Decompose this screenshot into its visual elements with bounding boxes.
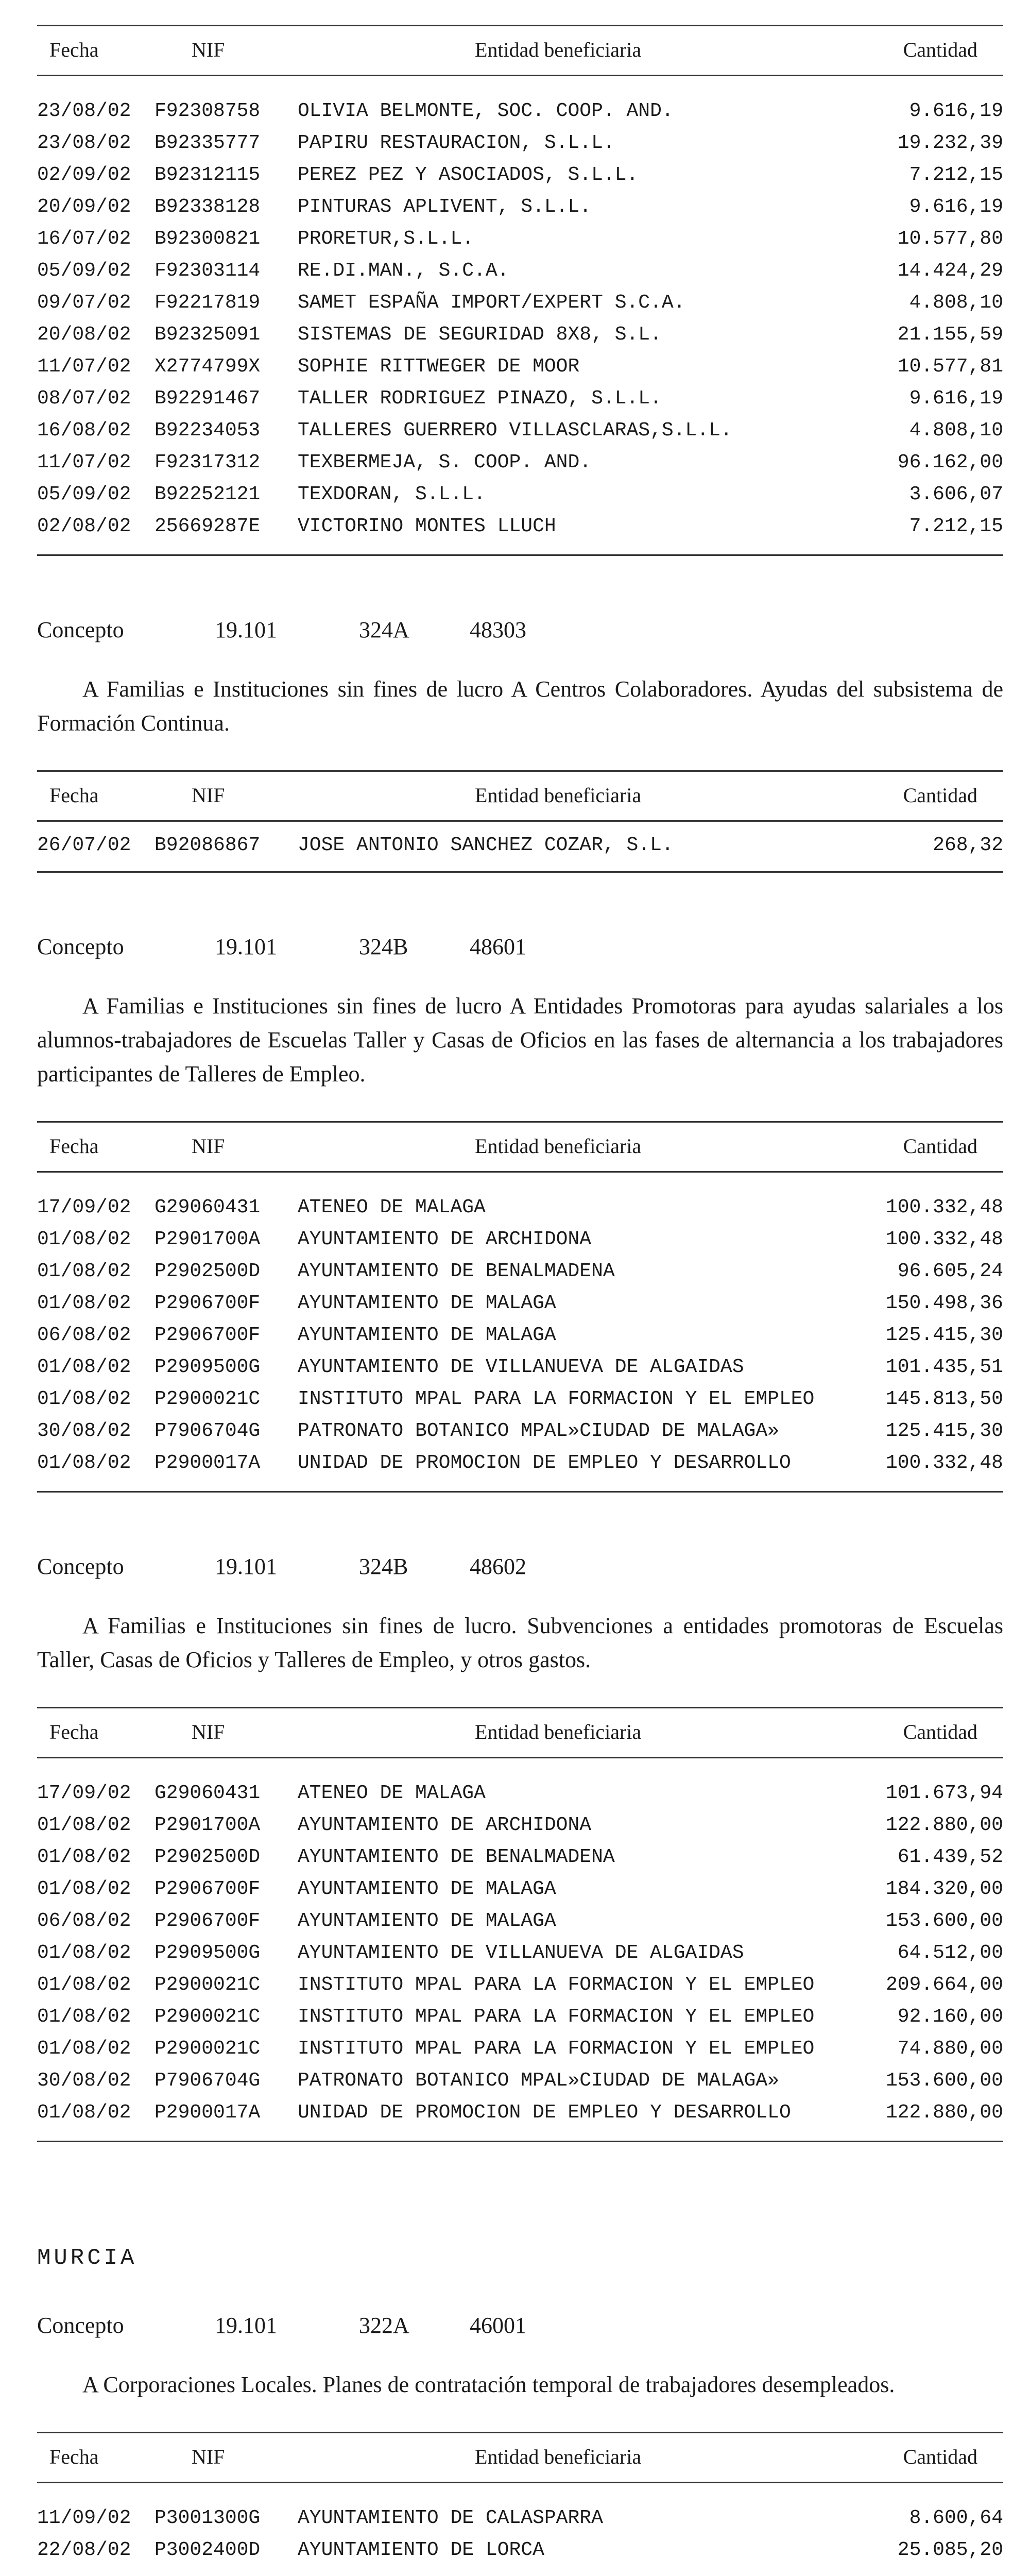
cell-nif: F92303114 xyxy=(154,260,261,282)
cell-fecha: 01/08/02 xyxy=(37,2102,131,2124)
table-row xyxy=(37,1289,1003,1321)
cell-nif: F92217819 xyxy=(154,292,261,314)
table-header xyxy=(37,1123,1003,1173)
table-row xyxy=(37,129,1003,161)
cell-entidad: SOPHIE RITTWEGER DE MOOR xyxy=(298,355,580,378)
concepto-code: 19.101 xyxy=(215,2313,277,2338)
cell-fecha: 30/08/02 xyxy=(37,2070,131,2092)
cell-nif: P2909500G xyxy=(154,1356,261,1378)
cell-nif: 25669287E xyxy=(154,515,261,537)
table-row xyxy=(37,1225,1003,1257)
concepto-description: A Corporaciones Locales. Planes de contratación temporal de trabajadores desempleados. xyxy=(82,2372,895,2397)
cell-cantidad: 153.600,00 xyxy=(885,1910,1003,1932)
table-row xyxy=(37,2003,1003,2035)
table-row xyxy=(37,1193,1003,1225)
header-cantidad: Cantidad xyxy=(903,38,977,61)
concepto-programa: 322A xyxy=(359,2313,409,2338)
cell-fecha: 02/09/02 xyxy=(37,164,131,186)
table-row xyxy=(37,1257,1003,1289)
concepto-label: Concepto xyxy=(37,617,124,642)
cell-entidad: AYUNTAMIENTO DE MALAGA xyxy=(298,1910,556,1932)
concepto-programa: 324B xyxy=(359,1554,408,1579)
cell-cantidad: 9.616,19 xyxy=(909,387,1003,410)
cell-cantidad: 100.332,48 xyxy=(885,1196,1003,1218)
cell-nif: G29060431 xyxy=(154,1196,261,1218)
table-row xyxy=(37,1449,1003,1481)
table-body xyxy=(37,1758,1003,2141)
cell-entidad: AYUNTAMIENTO DE MALAGA xyxy=(298,1324,556,1346)
cell-nif: B92086867 xyxy=(154,834,261,856)
cell-nif: P2900017A xyxy=(154,2102,261,2124)
cell-entidad: AYUNTAMIENTO DE LORCA xyxy=(298,2539,544,2561)
concepto-subconcepto: 46001 xyxy=(470,2313,526,2338)
cell-cantidad: 4.808,10 xyxy=(909,419,1003,442)
cell-entidad: UNIDAD DE PROMOCION DE EMPLEO Y DESARROLLO xyxy=(298,2102,791,2124)
cell-nif: F92308758 xyxy=(154,100,261,122)
cell-entidad: TALLERES GUERRERO VILLASCLARAS,S.L.L. xyxy=(298,419,732,442)
header-nif: NIF xyxy=(192,38,225,61)
cell-entidad: SISTEMAS DE SEGURIDAD 8X8, S.L. xyxy=(298,324,662,346)
table-row xyxy=(37,1939,1003,1971)
cell-cantidad: 145.813,50 xyxy=(885,1388,1003,1410)
cell-cantidad: 74.880,00 xyxy=(897,2038,1003,2060)
cell-entidad: TALLER RODRIGUEZ PINAZO, S.L.L. xyxy=(298,387,662,410)
cell-fecha: 05/09/02 xyxy=(37,260,131,282)
table-row xyxy=(37,1417,1003,1449)
concepto-code: 19.101 xyxy=(215,1554,277,1579)
cell-nif: P2901700A xyxy=(154,1228,261,1250)
cell-entidad: UNIDAD DE PROMOCION DE EMPLEO Y DESARROLLO xyxy=(298,1452,791,1474)
cell-entidad: INSTITUTO MPAL PARA LA FORMACION Y EL EMPLEO xyxy=(298,2006,815,2028)
header-fecha: Fecha xyxy=(49,1720,99,1743)
concepto-subconcepto: 48601 xyxy=(470,934,526,959)
document-page xyxy=(37,0,1003,2576)
table-row xyxy=(37,257,1003,289)
concepto-code: 19.101 xyxy=(215,934,277,959)
cell-cantidad: 10.577,80 xyxy=(897,228,1003,250)
cell-fecha: 11/07/02 xyxy=(37,355,131,378)
concepto-line xyxy=(37,2312,1003,2343)
cell-fecha: 01/08/02 xyxy=(37,2006,131,2028)
cell-nif: P2900021C xyxy=(154,1974,261,1996)
cell-nif: P7906704G xyxy=(154,1420,261,1442)
cell-fecha: 16/08/02 xyxy=(37,419,131,442)
cell-fecha: 23/08/02 xyxy=(37,100,131,122)
table-row xyxy=(37,2098,1003,2130)
table-row xyxy=(37,1385,1003,1417)
table-row xyxy=(37,1875,1003,1907)
header-entidad: Entidad beneficiaria xyxy=(475,1134,642,1158)
table-row xyxy=(37,97,1003,129)
cell-fecha: 16/07/02 xyxy=(37,228,131,250)
table-row xyxy=(37,161,1003,193)
cell-fecha: 30/08/02 xyxy=(37,1420,131,1442)
cell-entidad: AYUNTAMIENTO DE BENALMADENA xyxy=(298,1846,615,1868)
cell-cantidad: 8.600,64 xyxy=(909,2507,1003,2529)
cell-nif: P3001300G xyxy=(154,2507,261,2529)
cell-entidad: AYUNTAMIENTO DE MALAGA xyxy=(298,1878,556,1900)
table-header xyxy=(37,2433,1003,2483)
cell-entidad: AYUNTAMIENTO DE VILLANUEVA DE ALGAIDAS xyxy=(298,1942,744,1964)
table-header xyxy=(37,772,1003,822)
table-header xyxy=(37,1708,1003,1758)
beneficiaries-table xyxy=(37,25,1003,556)
cell-cantidad: 101.673,94 xyxy=(885,1782,1003,1804)
header-entidad: Entidad beneficiaria xyxy=(475,1720,642,1743)
cell-entidad: AYUNTAMIENTO DE ARCHIDONA xyxy=(298,1228,592,1250)
table-row xyxy=(37,416,1003,448)
cell-entidad: TEXBERMEJA, S. COOP. AND. xyxy=(298,451,592,473)
cell-entidad: PRORETUR,S.L.L. xyxy=(298,228,474,250)
cell-fecha: 01/08/02 xyxy=(37,1846,131,1868)
header-cantidad: Cantidad xyxy=(903,1134,977,1158)
cell-nif: B92300821 xyxy=(154,228,261,250)
cell-nif: P3002400D xyxy=(154,2539,261,2561)
table-row xyxy=(37,1907,1003,1939)
table-row xyxy=(37,289,1003,320)
cell-cantidad: 209.664,00 xyxy=(885,1974,1003,1996)
cell-nif: F92317312 xyxy=(154,451,261,473)
cell-fecha: 01/08/02 xyxy=(37,1260,131,1282)
cell-nif: P2900017A xyxy=(154,1452,261,1474)
cell-nif: P2909500G xyxy=(154,1942,261,1964)
table-row xyxy=(37,1811,1003,1843)
cell-fecha: 11/09/02 xyxy=(37,2507,131,2529)
table-row xyxy=(37,512,1003,544)
cell-fecha: 01/08/02 xyxy=(37,1814,131,1836)
table-row xyxy=(37,193,1003,225)
cell-cantidad: 150.498,36 xyxy=(885,1292,1003,1314)
cell-nif: P2906700F xyxy=(154,1878,261,1900)
cell-entidad: ATENEO DE MALAGA xyxy=(298,1196,486,1218)
cell-cantidad: 125.415,30 xyxy=(885,1420,1003,1442)
cell-cantidad: 96.605,24 xyxy=(897,1260,1003,1282)
cell-fecha: 23/08/02 xyxy=(37,132,131,154)
cell-entidad: RE.DI.MAN., S.C.A. xyxy=(298,260,509,282)
header-entidad: Entidad beneficiaria xyxy=(475,784,642,807)
cell-nif: G29060431 xyxy=(154,1782,261,1804)
header-fecha: Fecha xyxy=(49,784,99,807)
cell-nif: P2906700F xyxy=(154,1324,261,1346)
cell-cantidad: 21.155,59 xyxy=(897,324,1003,346)
header-entidad: Entidad beneficiaria xyxy=(475,2445,642,2468)
cell-cantidad: 7.212,15 xyxy=(909,164,1003,186)
beneficiaries-table xyxy=(37,1707,1003,2142)
concepto-description: A Familias e Instituciones sin fines de lucro A Entidades Promotoras para ayudas salariales a los alumnos-trabajadores de Escuelas Taller y Casas de Oficios en las fases de alternancia a los trabajadores participantes de Talleres de Empleo. xyxy=(37,993,1003,1087)
cell-fecha: 01/08/02 xyxy=(37,1942,131,1964)
cell-fecha: 08/07/02 xyxy=(37,387,131,410)
cell-cantidad: 101.435,51 xyxy=(885,1356,1003,1378)
header-cantidad: Cantidad xyxy=(903,2445,977,2468)
cell-cantidad: 9.616,19 xyxy=(909,196,1003,218)
cell-nif: B92325091 xyxy=(154,324,261,346)
beneficiaries-table xyxy=(37,2432,1003,2576)
cell-nif: B92252121 xyxy=(154,483,261,505)
cell-entidad: OLIVIA BELMONTE, SOC. COOP. AND. xyxy=(298,100,674,122)
cell-cantidad: 122.880,00 xyxy=(885,1814,1003,1836)
cell-cantidad: 100.332,48 xyxy=(885,1228,1003,1250)
cell-entidad: ATENEO DE MALAGA xyxy=(298,1782,486,1804)
cell-fecha: 17/09/02 xyxy=(37,1782,131,1804)
header-nif: NIF xyxy=(192,1720,225,1743)
cell-cantidad: 96.162,00 xyxy=(897,451,1003,473)
concepto-code: 19.101 xyxy=(215,617,277,642)
cell-fecha: 01/08/02 xyxy=(37,2038,131,2060)
table-row xyxy=(37,384,1003,416)
cell-cantidad: 92.160,00 xyxy=(897,2006,1003,2028)
concepto-subconcepto: 48303 xyxy=(470,617,526,642)
cell-cantidad: 153.600,00 xyxy=(885,2070,1003,2092)
cell-fecha: 06/08/02 xyxy=(37,1910,131,1932)
table-header xyxy=(37,26,1003,76)
cell-entidad: AYUNTAMIENTO DE BENALMADENA xyxy=(298,1260,615,1282)
cell-fecha: 11/07/02 xyxy=(37,451,131,473)
concepto-subconcepto: 48602 xyxy=(470,1554,526,1579)
cell-fecha: 26/07/02 xyxy=(37,834,131,856)
cell-nif: B92312115 xyxy=(154,164,261,186)
cell-fecha: 01/08/02 xyxy=(37,1228,131,1250)
cell-nif: B92234053 xyxy=(154,419,261,442)
header-nif: NIF xyxy=(192,2445,225,2468)
cell-entidad: AYUNTAMIENTO DE CALASPARRA xyxy=(298,2507,603,2529)
cell-fecha: 01/08/02 xyxy=(37,1292,131,1314)
cell-nif: P2900021C xyxy=(154,2006,261,2028)
header-cantidad: Cantidad xyxy=(903,784,977,807)
table-row xyxy=(37,1353,1003,1385)
cell-cantidad: 100.332,48 xyxy=(885,1452,1003,1474)
cell-cantidad: 268,32 xyxy=(933,834,1003,856)
cell-entidad: AYUNTAMIENTO DE MALAGA xyxy=(298,1292,556,1314)
cell-entidad: INSTITUTO MPAL PARA LA FORMACION Y EL EMPLEO xyxy=(298,1974,815,1996)
cell-fecha: 01/08/02 xyxy=(37,1878,131,1900)
concepto-line xyxy=(37,1553,1003,1584)
table-body xyxy=(37,2483,1003,2576)
table-row xyxy=(37,352,1003,384)
cell-fecha: 20/08/02 xyxy=(37,324,131,346)
cell-entidad: INSTITUTO MPAL PARA LA FORMACION Y EL EMPLEO xyxy=(298,1388,815,1410)
header-fecha: Fecha xyxy=(49,1134,99,1158)
table-row xyxy=(37,831,1003,863)
cell-entidad: PATRONATO BOTANICO MPAL»CIUDAD DE MALAGA» xyxy=(298,2070,779,2092)
concepto-programa: 324A xyxy=(359,617,409,642)
beneficiaries-table xyxy=(37,1121,1003,1493)
cell-nif: P2901700A xyxy=(154,1814,261,1836)
table-row xyxy=(37,2504,1003,2536)
region-heading: MURCIA xyxy=(37,2245,138,2271)
cell-nif: B92335777 xyxy=(154,132,261,154)
cell-fecha: 02/08/02 xyxy=(37,515,131,537)
cell-entidad: PEREZ PEZ Y ASOCIADOS, S.L.L. xyxy=(298,164,639,186)
header-entidad: Entidad beneficiaria xyxy=(475,38,642,61)
table-body xyxy=(37,822,1003,871)
cell-entidad: AYUNTAMIENTO DE ARCHIDONA xyxy=(298,1814,592,1836)
cell-cantidad: 19.232,39 xyxy=(897,132,1003,154)
table-row xyxy=(37,448,1003,480)
header-fecha: Fecha xyxy=(49,38,99,61)
cell-fecha: 09/07/02 xyxy=(37,292,131,314)
cell-cantidad: 9.616,19 xyxy=(909,100,1003,122)
cell-entidad: JOSE ANTONIO SANCHEZ COZAR, S.L. xyxy=(298,834,674,856)
cell-fecha: 17/09/02 xyxy=(37,1196,131,1218)
cell-nif: P7906704G xyxy=(154,2070,261,2092)
cell-cantidad: 184.320,00 xyxy=(885,1878,1003,1900)
header-nif: NIF xyxy=(192,1134,225,1158)
cell-cantidad: 4.808,10 xyxy=(909,292,1003,314)
cell-entidad: PINTURAS APLIVENT, S.L.L. xyxy=(298,196,592,218)
cell-fecha: 05/09/02 xyxy=(37,483,131,505)
table-row xyxy=(37,2536,1003,2568)
concepto-programa: 324B xyxy=(359,934,408,959)
concepto-line xyxy=(37,934,1003,964)
beneficiaries-table xyxy=(37,770,1003,873)
cell-cantidad: 61.439,52 xyxy=(897,1846,1003,1868)
table-body xyxy=(37,1173,1003,1491)
cell-cantidad: 25.085,20 xyxy=(897,2539,1003,2561)
concepto-description: A Familias e Instituciones sin fines de lucro. Subvenciones a entidades promotoras de Escuelas Taller, Casas de Oficios y Talleres de Empleo, y otros gastos. xyxy=(37,1613,1003,1672)
cell-fecha: 01/08/02 xyxy=(37,1388,131,1410)
concepto-description: A Familias e Instituciones sin fines de lucro A Centros Colaboradores. Ayudas del subsistema de Formación Continua. xyxy=(37,676,1003,736)
table-row xyxy=(37,225,1003,257)
cell-nif: P2902500D xyxy=(154,1846,261,1868)
cell-fecha: 01/08/02 xyxy=(37,1452,131,1474)
concepto-label: Concepto xyxy=(37,2313,124,2338)
cell-cantidad: 125.415,30 xyxy=(885,1324,1003,1346)
table-row xyxy=(37,1779,1003,1811)
cell-nif: P2906700F xyxy=(154,1292,261,1314)
table-row xyxy=(37,1971,1003,2003)
cell-cantidad: 122.880,00 xyxy=(885,2102,1003,2124)
cell-fecha: 20/09/02 xyxy=(37,196,131,218)
cell-cantidad: 14.424,29 xyxy=(897,260,1003,282)
cell-entidad: VICTORINO MONTES LLUCH xyxy=(298,515,556,537)
cell-entidad: TEXDORAN, S.L.L. xyxy=(298,483,486,505)
cell-entidad: PATRONATO BOTANICO MPAL»CIUDAD DE MALAGA» xyxy=(298,1420,779,1442)
cell-nif: P2900021C xyxy=(154,1388,261,1410)
header-fecha: Fecha xyxy=(49,2445,99,2468)
cell-nif: X2774799X xyxy=(154,355,261,378)
cell-fecha: 22/08/02 xyxy=(37,2539,131,2561)
table-row xyxy=(37,1843,1003,1875)
concepto-label: Concepto xyxy=(37,934,124,959)
cell-nif: P2906700F xyxy=(154,1910,261,1932)
cell-fecha: 01/08/02 xyxy=(37,1974,131,1996)
table-row xyxy=(37,2035,1003,2066)
cell-nif: B92338128 xyxy=(154,196,261,218)
cell-cantidad: 10.577,81 xyxy=(897,355,1003,378)
table-row xyxy=(37,320,1003,352)
cell-entidad: SAMET ESPAÑA IMPORT/EXPERT S.C.A. xyxy=(298,292,685,314)
cell-entidad: AYUNTAMIENTO DE VILLANUEVA DE ALGAIDAS xyxy=(298,1356,744,1378)
cell-nif: P2902500D xyxy=(154,1260,261,1282)
header-nif: NIF xyxy=(192,784,225,807)
cell-cantidad: 3.606,07 xyxy=(909,483,1003,505)
cell-fecha: 01/08/02 xyxy=(37,1356,131,1378)
cell-nif: P2900021C xyxy=(154,2038,261,2060)
table-row xyxy=(37,1321,1003,1353)
cell-nif: B92291467 xyxy=(154,387,261,410)
table-body xyxy=(37,76,1003,554)
table-row xyxy=(37,480,1003,512)
concepto-label: Concepto xyxy=(37,1554,124,1579)
table-row xyxy=(37,2066,1003,2098)
cell-entidad: PAPIRU RESTAURACION, S.L.L. xyxy=(298,132,615,154)
cell-cantidad: 7.212,15 xyxy=(909,515,1003,537)
cell-cantidad: 64.512,00 xyxy=(897,1942,1003,1964)
concepto-line xyxy=(37,617,1003,648)
cell-fecha: 06/08/02 xyxy=(37,1324,131,1346)
header-cantidad: Cantidad xyxy=(903,1720,977,1743)
cell-entidad: INSTITUTO MPAL PARA LA FORMACION Y EL EMPLEO xyxy=(298,2038,815,2060)
